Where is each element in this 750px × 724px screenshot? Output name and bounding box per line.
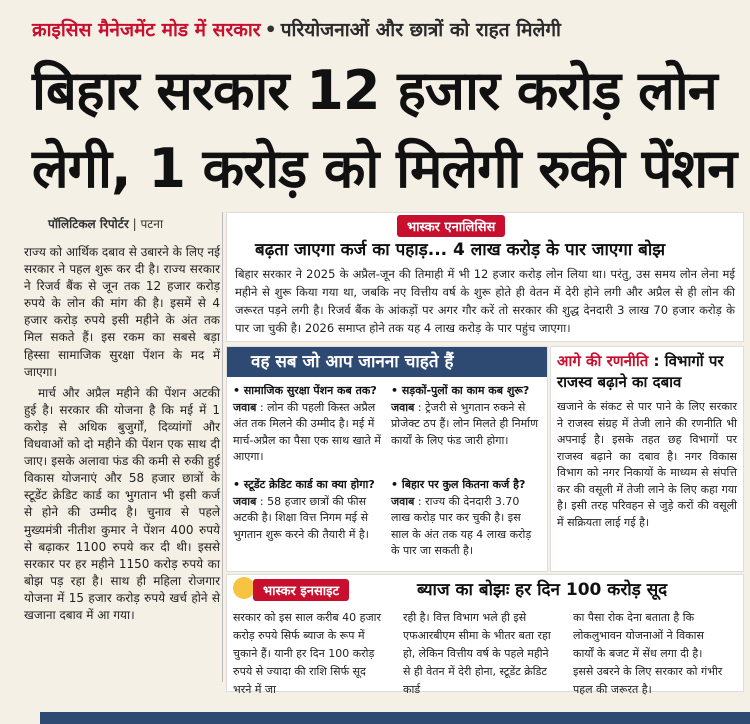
faq-answer-label-1: जवाब [233, 400, 257, 414]
faq-answer-label-4: जवाब [391, 494, 415, 508]
faq-answer-2: ट्रेजरी से भुगतान रुकने से प्रोजेक्ट ठप हैं। लोन मिलते ही निर्माण कार्यों के लिए फंड जारी होगा। [391, 400, 539, 447]
insight-column-2: रही है। वित्त विभाग भले ही इसे एफआरबीएम सीमा के भीतर बता रहा हो, लेकिन वित्तीय वर्ष के पहले महीने से ही वेतन में देरी होना, स्टूडेंट क्रेडिट कार्ड [403, 611, 551, 696]
column-divider [222, 212, 223, 682]
byline-reporter: पॉलिटिकल रिपोर्टर [48, 217, 129, 231]
faq-answer-label-2: जवाब [391, 400, 415, 414]
lightbulb-icon [233, 577, 255, 599]
analysis-heading: बढ़ता जाएगा कर्ज का पहाड़... 4 लाख करोड़ के पार जाएगा बोझ [255, 240, 666, 260]
faq-item-2: • सड़कों-पुलों का काम कब शुरू? जवाब : ट्रेजरी से भुगतान रुकने से प्रोजेक्ट ठप हैं। लोन मिलते ही निर्माण कार्यों के लिए फंड जारी होगा। [391, 383, 541, 449]
byline: पॉलिटिकल रिपोर्टर | पटना [48, 217, 164, 231]
insight-box [226, 574, 744, 696]
strategy-heading-dark: विभागों पर राजस्व बढ़ाने का दबाव [557, 352, 724, 391]
next-story-bar [40, 712, 750, 724]
strapline-dark: परियोजनाओं और छात्रों को राहत मिलेगी [280, 19, 561, 41]
faq-box [226, 346, 548, 572]
faq-header: वह सब जो आप जानना चाहते हैं [227, 347, 547, 377]
strapline [32, 16, 732, 42]
faq-question-3: • स्टूडेंट क्रेडिट कार्ड का क्या होगा? [233, 478, 375, 491]
analysis-box [226, 212, 744, 342]
faq-answer-3: 58 हजार छात्रों की फीस अटकी है। शिक्षा वित्त निगम मई से भुगतान शुरू करने की तैयारी में है। [233, 494, 369, 541]
analysis-tag: भास्कर एनालिसिस [397, 215, 505, 237]
main-story-column [24, 244, 220, 628]
headline-line-1: बिहार सरकार 12 हजार करोड़ लोन [32, 59, 717, 122]
faq-question-2: • सड़कों-पुलों का काम कब शुरू? [391, 384, 530, 397]
strategy-box [550, 346, 744, 572]
strategy-heading-red: आगे की रणनीति [557, 352, 649, 370]
strapline-red: क्राइसिस मैनेजमेंट मोड में सरकार [32, 19, 261, 41]
faq-item-3: • स्टूडेंट क्रेडिट कार्ड का क्या होगा? जवाब : 58 हजार छात्रों की फीस अटकी है। शिक्षा वित्त निगम मई से भुगतान शुरू करने की तैयारी में है। [233, 477, 383, 543]
faq-answer-4: राज्य की देनदारी 3.70 लाख करोड़ पार कर चुकी है। इस साल के अंत तक यह 4 लाख करोड़ के पार जा सकती है। [391, 494, 532, 557]
headline [32, 52, 742, 208]
byline-place: पटना [140, 217, 164, 231]
strapline-bullet: • [264, 19, 277, 41]
faq-question-4: • बिहार पर कुल कितना कर्ज है? [391, 478, 526, 491]
faq-item-4: • बिहार पर कुल कितना कर्ज है? जवाब : राज्य की देनदारी 3.70 लाख करोड़ पार कर चुकी है। इस साल के अंत तक यह 4 लाख करोड़ के पार जा सकती है। [391, 477, 541, 560]
analysis-body: बिहार सरकार ने 2025 के अप्रैल-जून की तिमाही में भी 12 हजार करोड़ लोन लिया था। परंतु, उस समय लोन लेना मई महीने से शुरू किया गया था, जबकि नए वित्तीय वर्ष के शुरू होते ही वेतन में देरी होने लगी और अप्रैल से ही लोन की जरूरत पड़ने लगी है। रिजर्व बैंक के आंकड़ों पर अगर गौर करें तो सरकार की शुद्ध देनदारी 3 लाख 70 हजार करोड़ के पार जा चुकी है। 2026 समाप्त होने तक यह 4 लाख करोड़ के पार पहुंच जाएगा। [235, 267, 735, 335]
story-paragraph-1: राज्य को आर्थिक दबाव से उबारने के लिए नई सरकार ने पहल शुरू कर दी है। राज्य सरकार ने रिजर्व बैंक से जून तक 12 हजार करोड़ रुपये के लोन की मांग की है। इसमें से 4 हजार करोड़ रुपये इसी महीने के अंत तक मिल सकते हैं। इस रकम का सबसे बड़ा हिस्सा सामाजिक सुरक्षा पेंशन के मद में जाएगा। [24, 245, 220, 379]
faq-item-1: • सामाजिक सुरक्षा पेंशन कब तक? जवाब : लोन की पहली किस्त अप्रैल अंत तक मिलने की उम्मीद है। मई में मार्च-अप्रैल का पैसा एक साथ खाते में आएगा। [233, 383, 383, 466]
strategy-heading: आगे की रणनीति : विभागों पर राजस्व बढ़ाने का दबाव [557, 352, 724, 391]
insight-tag: भास्कर इनसाइट [253, 579, 349, 601]
story-paragraph-2: मार्च और अप्रैल महीने की पेंशन अटकी हुई है। सरकार की योजना है कि मई में 1 करोड़ से अधिक बुजुर्गों, दिव्यांगों और विधवाओं को दो महीने की पेंशन एक साथ दी जाए। इसके अलावा फंड की कमी से रुकी हुई विकास योजनाएं और 58 हजार छात्रों के स्टूडेंट क्रेडिट कार्ड का भुगतान भी इसी कर्ज से होने की उम्मीद है। चुनाव से पहले मुख्यमंत्री नीतीश कुमार ने पेंशन 400 रुपये से बढ़ाकर 1100 रुपये कर दी थी। इससे सरकार पर हर महीने 1150 करोड़ रुपये का बोझ पड़ रहा है। साथ ही महिला रोजगार योजना में 15 हजार करोड़ रुपये खर्च होने से खजाना दबाव में आ गया। [24, 385, 220, 622]
insight-heading: ब्याज का बोझः हर दिन 100 करोड़ सूद [417, 580, 668, 600]
faq-answer-1: लोन की पहली किस्त अप्रैल अंत तक मिलने की उम्मीद है। मई में मार्च-अप्रैल का पैसा एक साथ खाते में आएगा। [233, 400, 381, 463]
faq-question-1: • सामाजिक सुरक्षा पेंशन कब तक? [233, 384, 377, 397]
insight-column-1: सरकार को इस साल करीब 40 हजार करोड़ रुपये सिर्फ ब्याज के रूप में चुकाने हैं। यानी हर दिन 100 करोड़ रुपये से ज्यादा की राशि सिर्फ सूद भरने में जा [233, 611, 382, 696]
headline-line-2: लेगी, 1 करोड़ को मिलेगी रुकी पेंशन [32, 137, 737, 200]
strategy-body: खजाने के संकट से पार पाने के लिए सरकार ने राजस्व संग्रह में तेजी लाने की रणनीति भी अपनाई है। इसके तहत छह विभागों पर राजस्व बढ़ाने का दबाव है। नगर विकास विभाग को नगर निकायों के माध्यम से संपत्ति कर की वसूली में तेजी लाने के लिए कहा गया है। इसी तरह परिवहन से जुड़े करों की वसूली में सक्रियता लाई गई है। [557, 400, 737, 529]
faq-answer-label-3: जवाब [233, 494, 257, 508]
insight-column-3: का पैसा रोक देना बताता है कि लोकलुभावन योजनाओं ने विकास कार्यों के बजट में सेंध लगा दी है। इससे उबरने के लिए सरकार को गंभीर पहल की जरूरत है। [573, 611, 723, 696]
